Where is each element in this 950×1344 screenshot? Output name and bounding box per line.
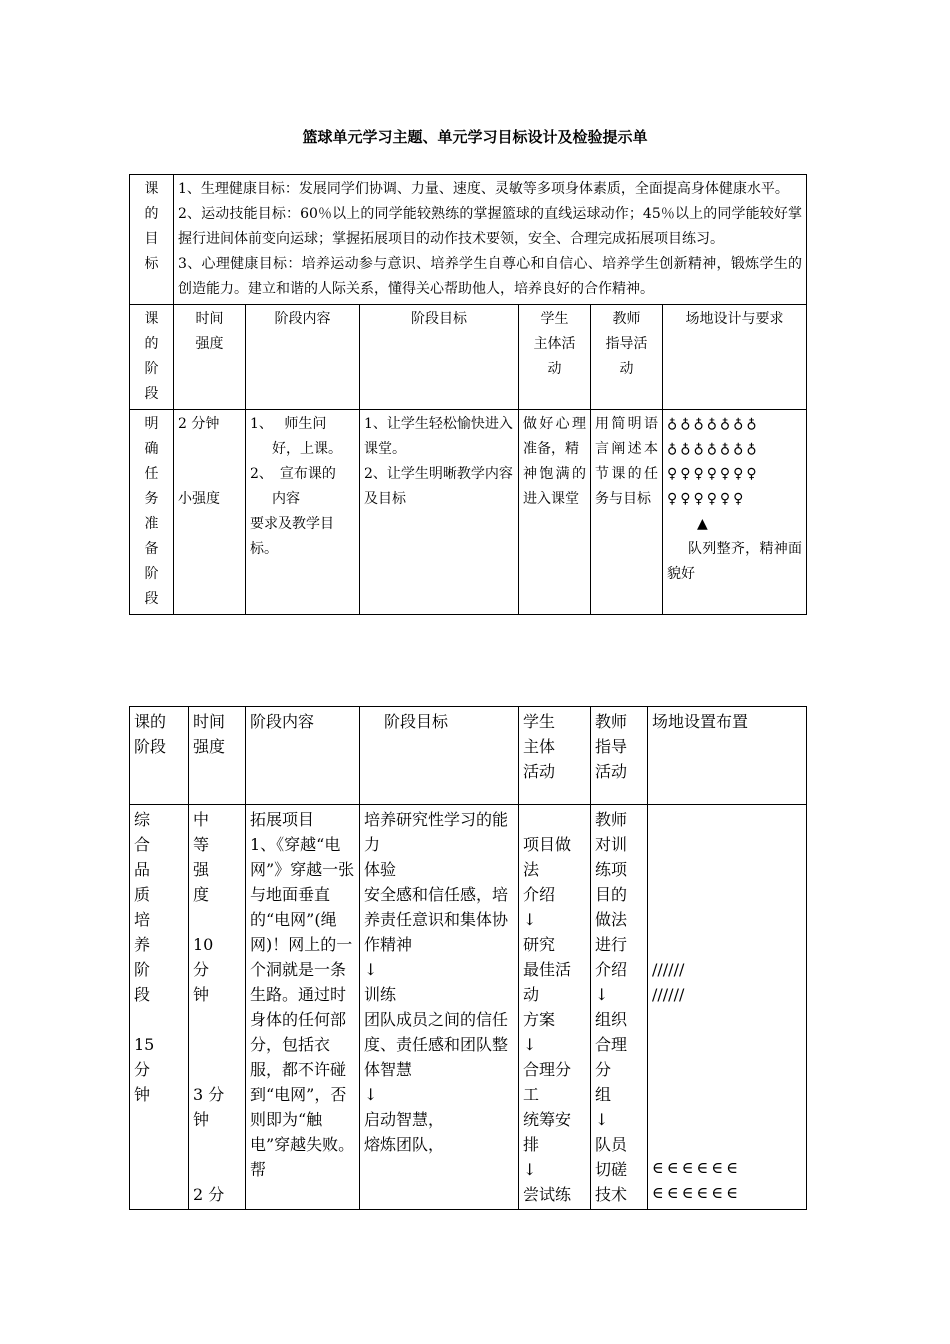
header-teacher: 教师 指导活 动 bbox=[591, 305, 663, 410]
document-title: 篮球单元学习主题、单元学习目标设计及检验提示单 bbox=[302, 128, 648, 146]
content-item-2: 2、 宣布课的 bbox=[250, 466, 336, 482]
header-content: 阶段内容 bbox=[246, 707, 360, 805]
stage-cell: 明 确 任 务 准 备 阶 段 bbox=[130, 410, 174, 615]
formation-row-4: ♀♀♀♀♀♀ bbox=[667, 491, 747, 507]
field-team-symbols: ∈∈∈∈∈∈ ∈∈∈∈∈∈ bbox=[652, 1158, 742, 1202]
goal-header-cell: 课 的 目 标 bbox=[130, 175, 174, 305]
content-item-1: 1、 师生问 bbox=[250, 416, 327, 432]
stage-cell: 综 合 品 质 培 养 阶 段 15 分 钟 bbox=[130, 805, 189, 1210]
student-activity-cell: 做好心理准备，精 神饱满的进入课堂 bbox=[519, 410, 591, 615]
formation-row-1: ♁♁♁♁♁♁♁ bbox=[667, 416, 760, 432]
preparation-row bbox=[130, 410, 807, 615]
teacher-marker-icon: ▲ bbox=[697, 516, 708, 532]
goal-cell: 培养研究性学习的能力 体验 安全感和信任感，培养责任意识和集体协作精神 ↓ 训练 团队成员之间的信任度、责任感和团队整体智慧 ↓ 启动智慧， 熔炼团队， bbox=[360, 805, 519, 1210]
header-field: 场地设置布置 bbox=[648, 707, 807, 805]
goals-cell bbox=[174, 175, 807, 305]
header-goal: 阶段目标 bbox=[360, 305, 519, 410]
goal-mental: 3、心理健康目标：培养运动参与意识、培养学生自尊心和自信心、培养学生创新精神，锻炼学生的创造能力。建立和谐的人际关系，懂得关心帮助他人，培养良好的合作精神。 bbox=[178, 256, 803, 297]
header-stage: 课的 阶段 bbox=[130, 707, 189, 805]
header-student: 学生 主体活 动 bbox=[519, 305, 591, 410]
table2-header-row bbox=[130, 707, 807, 805]
goal-physical: 1、生理健康目标：发展同学们协调、力量、速度、灵敏等多项身体素质，全面提高身体健康水平。 bbox=[178, 181, 789, 197]
field-layout-cell bbox=[648, 805, 807, 1210]
table1-header-row bbox=[130, 305, 807, 410]
time-cell: 2 分钟 小强度 bbox=[174, 410, 246, 615]
goals-row bbox=[130, 175, 807, 305]
formation-row-3: ♀♀♀♀♀♀♀ bbox=[667, 466, 760, 482]
activity-table bbox=[129, 706, 807, 1210]
header-time: 时间 强度 bbox=[189, 707, 246, 805]
student-activity-cell: 项目做 法 介绍 ↓ 研究 最佳活 动 方案 ↓ 合理分 工 统筹安 排 ↓ 尝试练 bbox=[519, 805, 591, 1210]
header-content: 阶段内容 bbox=[246, 305, 360, 410]
field-design-cell bbox=[663, 410, 807, 615]
header-field: 场地设计与要求 bbox=[663, 305, 807, 410]
field-net-lines: ////// ////// bbox=[652, 960, 685, 1004]
header-teacher: 教师 指导 活动 bbox=[591, 707, 648, 805]
content-item-1-cont: 好，上课。 bbox=[272, 441, 342, 457]
comprehensive-row bbox=[130, 805, 807, 1210]
header-student: 学生 主体 活动 bbox=[519, 707, 591, 805]
content-item-2-tail: 要求及教学目标。 bbox=[250, 516, 334, 557]
content-item-2-cont: 内容 bbox=[272, 491, 300, 507]
formation-row-2: ♁♁♁♁♁♁♁ bbox=[667, 441, 760, 457]
content-cell: 拓展项目 1、《穿越“电网”》穿越一张与地面垂直的“电网”(绳网)！网上的一个洞就是一条生路。通过时身体的任何部分，包括衣服，都不许碰到“电网”，否则即为“触电”穿越失败。帮 bbox=[246, 805, 360, 1210]
header-stage: 课 的 阶 段 bbox=[130, 305, 174, 410]
teacher-activity-cell: 用简明语言阐述本节课的任务与目标 bbox=[591, 410, 663, 615]
goal-skill: 2、运动技能目标：60％以上的同学能较熟练的掌握篮球的直线运球动作；45％以上的同学能较好掌握行进间体前变向运球；掌握拓展项目的动作技术要领，安全、合理完成拓展项目练习。 bbox=[178, 206, 803, 247]
time-cell: 中 等 强 度 10 分 钟 3 分 钟 2 分 bbox=[189, 805, 246, 1210]
field-note: 队列整齐，精神面貌好 bbox=[667, 541, 803, 582]
content-cell bbox=[246, 410, 360, 615]
header-goal: 阶段目标 bbox=[360, 707, 519, 805]
objectives-table bbox=[129, 174, 807, 615]
header-time: 时间 强度 bbox=[174, 305, 246, 410]
teacher-activity-cell: 教师 对训 练项 目的 做法 进行 介绍 ↓ 组织 合理 分 组 ↓ 队员 切磋 技术 bbox=[591, 805, 648, 1210]
goal-cell: 1、让学生轻松愉快进入课堂。 2、让学生明晰教学内容及目标 bbox=[360, 410, 519, 615]
